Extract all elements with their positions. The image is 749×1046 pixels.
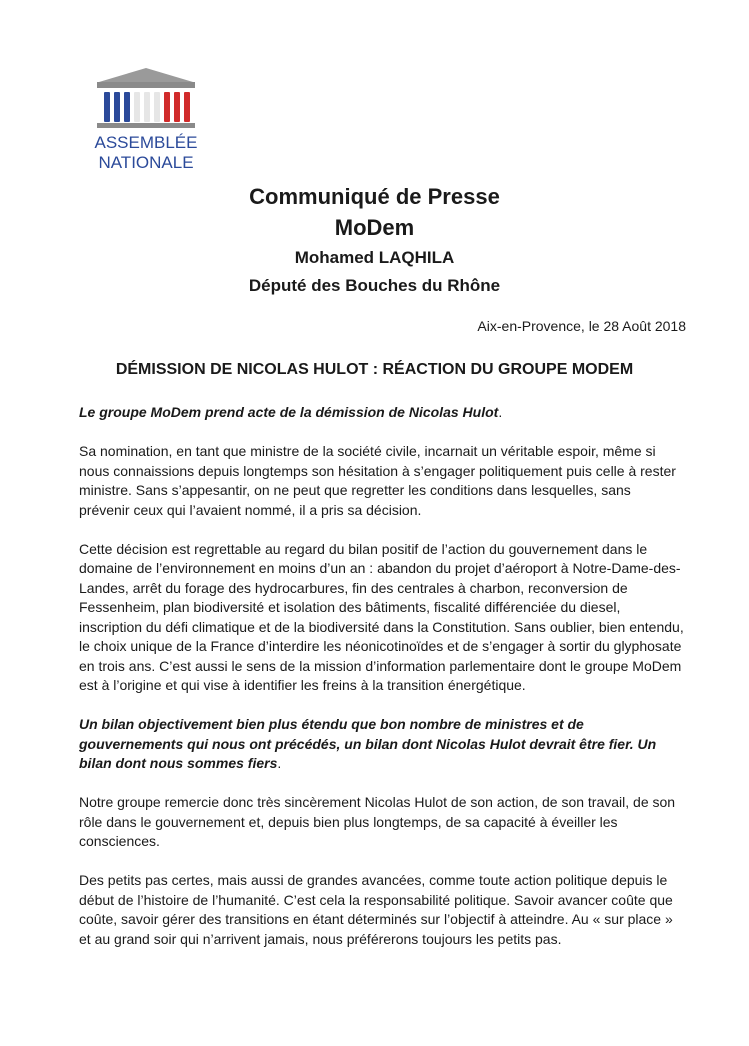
party-name: MoDem <box>334 215 415 240</box>
lead-period: . <box>498 404 503 420</box>
svg-text:ASSEMBLÉE: ASSEMBLÉE <box>94 133 198 152</box>
paragraph-bilan: Cette décision est regrettable au regard du bilan positif de l’action du gouvernement dans le domaine de l’environnement en moins d’un an : abandon du projet d’aéroport à Notre-Dame-des-Landes, arrêt du forage des hydrocarbures, fin des centrales à charbon, reconversion de Fessenheim, plan biodiversité et isolation des bâtiments, fiscalité différenciée du diesel, inscription du défi climatique et de la biodiversité dans la Constitution. Sans oublier, bien entendu, le choix unique de la France d’interdire les néonicotinoïdes et de s’engager à sortir du glyphosate en trois ans. C’est aussi le sens de la mission d’information parlementaire dont le groupe MoDem est à l’origine et qui vise à identifier les freins à la transition énergétique. <box>79 540 684 693</box>
dateline: Aix-en-Provence, le 28 Août 2018 <box>477 318 686 334</box>
emphasis-period: . <box>277 755 282 771</box>
document-body <box>79 403 685 969</box>
emphasis-text: Un bilan objectivement bien plus étendu que bon nombre de ministres et de gouvernements qui nous ont précédés, un bilan dont Nicolas Hulot devrait être fier. Un bilan dont nous sommes fiers <box>79 716 657 771</box>
headline: DÉMISSION DE NICOLAS HULOT : RÉACTION DU GROUPE MODEM <box>115 361 634 378</box>
press-release-title: Communiqué de Presse <box>249 184 500 209</box>
paragraph-emphasis <box>79 715 685 774</box>
lead-paragraph <box>79 403 685 423</box>
lead-text: Le groupe MoDem prend acte de la démission de Nicolas Hulot <box>79 404 499 420</box>
deputy-role: Député des Bouches du Rhône <box>248 276 501 295</box>
paragraph-conclusion: Des petits pas certes, mais aussi de grandes avancées, comme toute action politique depuis le début de l’histoire de l’humanité. C’est cela la responsabilité politique. Savoir avancer coûte que coûte, savoir gérer des transitions en étant déterminés sur l’objectif à atteindre. Au « sur place » et au grand soir qui n’arrivent jamais, nous préférerons toujours les petits pas. <box>79 872 673 947</box>
svg-text:NATIONALE: NATIONALE <box>98 153 194 172</box>
assemblee-nationale-logo <box>85 66 207 174</box>
paragraph-thanks: Notre groupe remercie donc très sincèrement Nicolas Hulot de son action, de son travail, de son rôle dans le gouvernement et, depuis bien plus longtemps, de sa capacité à éveiller les consciences. <box>79 794 676 849</box>
deputy-name: Mohamed LAQHILA <box>294 248 455 267</box>
paragraph-nomination: Sa nomination, en tant que ministre de la société civile, incarnait un véritable espoir, même si nous connaissions depuis longtemps son hésitation à s’engager politiquement puis celle à rester ministre. Sans s’appesantir, on ne peut que regretter les conditions dans lesquelles, sans prévenir ceux qui l’avaient nommé, il a pris sa décision. <box>79 443 676 518</box>
assemblee-building-icon <box>85 66 207 174</box>
